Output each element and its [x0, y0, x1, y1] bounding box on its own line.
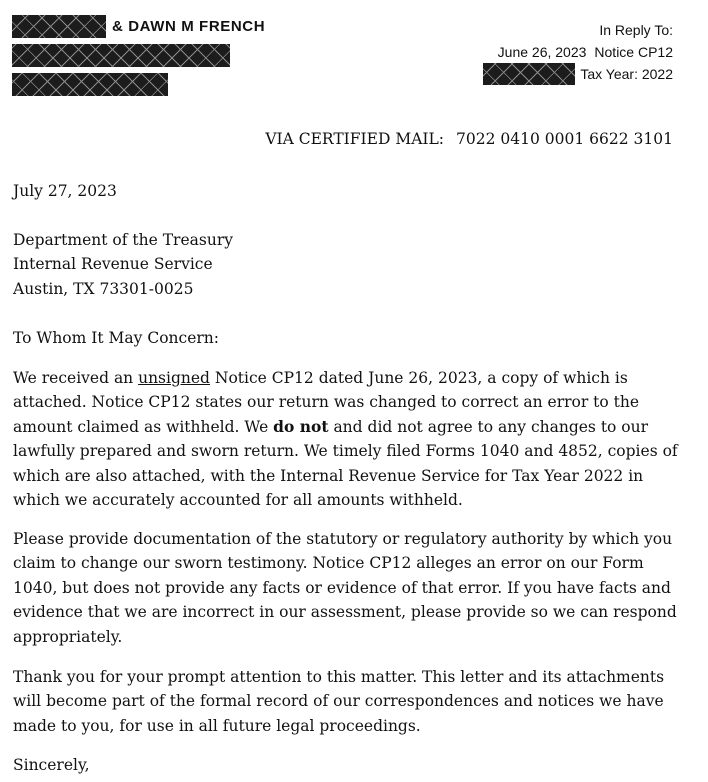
redacted-ssn: [483, 63, 575, 85]
p1-bold: do not: [273, 416, 329, 436]
sender-name: & DAWN M FRENCH: [112, 18, 266, 35]
redacted-address-1: [12, 44, 230, 67]
p1-part-b: Notice CP12 dated June 26, 2023, a copy of which is attached. Notice CP12 states our return was changed to correct an error to the amount claimed as withheld. We: [13, 369, 640, 436]
reply-label: In Reply To:: [599, 22, 673, 38]
sender-address-line-1: [12, 44, 265, 67]
redacted-name: [12, 15, 106, 38]
sender-name-row: [12, 15, 265, 38]
reply-tax-year: Tax Year: 2022: [580, 66, 673, 82]
p1-part-a: We received an: [13, 369, 139, 387]
sender-block: [12, 15, 265, 102]
certified-mail-label: VIA CERTIFIED MAIL:: [265, 130, 445, 148]
reply-notice: Notice CP12: [594, 44, 673, 60]
redacted-address-2: [12, 73, 168, 96]
recipient-line-3: Austin, TX 73301-0025: [13, 279, 194, 298]
p1-underlined: unsigned: [138, 369, 210, 387]
reply-block: [483, 19, 673, 85]
closing: Sincerely,: [13, 756, 90, 774]
certified-mail-number: 7022 0410 0001 6622 3101: [456, 130, 673, 148]
reply-notice-line: [483, 41, 673, 63]
recipient-address: [13, 228, 678, 301]
paragraph-2: Please provide documentation of the statutory or regulatory authority by which you claim to change our sworn testimony. Notice CP12 alleges an error on our Form 1040, but does not provide any facts or evidence of that error. If you have facts and evidence that we are incorrect in our assessment, please provide so we can respond appropriately.: [13, 530, 677, 646]
p1-part-c: and did not agree to any changes to our lawfully prepared and sworn return. We timely filed Forms 1040 and 4852, copies of which are also attached, with the Internal Revenue Service for Tax Year 2022 in which we accurately accounted for all amounts withheld.: [13, 417, 678, 510]
letter-date: July 27, 2023: [13, 182, 117, 200]
reply-date: June 26, 2023: [497, 44, 587, 60]
recipient-line-2: Internal Revenue Service: [13, 255, 213, 274]
paragraph-3: Thank you for your prompt attention to this matter. This letter and its attachments will become part of the formal record of our correspondences and notices we have made to you, for use in all future legal proceedings.: [13, 668, 665, 735]
sender-address-line-2: [12, 73, 265, 96]
reply-tax-year-line: [483, 63, 673, 85]
paragraph-1: [13, 366, 678, 512]
salutation: To Whom It May Concern:: [13, 329, 219, 347]
certified-mail-line: [265, 130, 673, 148]
recipient-line-1: Department of the Treasury: [13, 231, 233, 249]
